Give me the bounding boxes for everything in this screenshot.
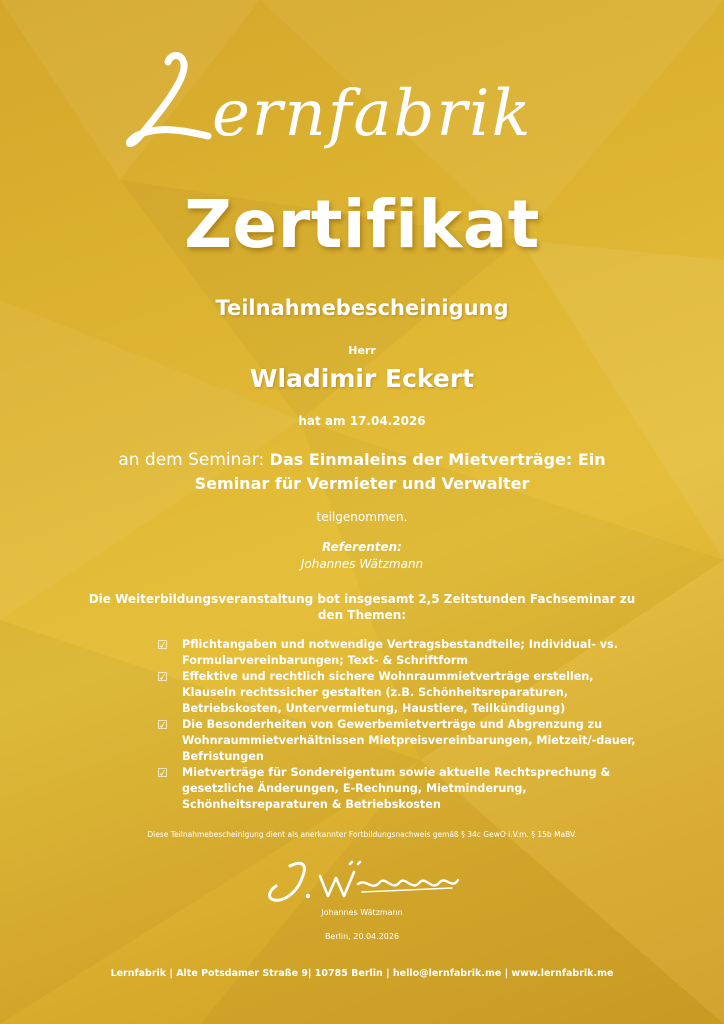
checkbox-icon: ☑ [157,638,168,652]
lernfabrik-logo [100,40,620,160]
signature-image [262,856,462,908]
footer-address: Lernfabrik | Alte Potsdamer Straße 9| 10785 Berlin | hello@lernfabrik.me | www.lernfabrik.me [110,968,614,979]
list-item [157,637,637,669]
seminar-name: Das Einmaleins der Mietverträge: Ein Seminar für Vermieter und Verwalter [194,450,606,493]
salutation: Herr [348,344,376,357]
list-item [157,669,637,717]
certificate-subtitle: Teilnahmebescheinigung [215,296,509,320]
seminar-prefix: an dem Seminar: [118,450,270,470]
topic-text: Die Besonderheiten von Gewerbemietverträge und Abgrenzung zu Wohnraummietverhältnissen Mietpreisvereinbarungen, Mietzeit/-dauer, Befristungen [182,718,636,763]
topics-list [157,637,637,813]
checkbox-icon: ☑ [157,718,168,732]
participation-date: hat am 17.04.2026 [298,414,426,428]
svg-text:ernfabrik: ernfabrik [212,77,533,151]
referent-name: Johannes Wätzmann [300,557,424,571]
topics-intro: Die Weiterbildungsveranstaltung bot insgesamt 2,5 Zeitstunden Fachseminar zu den Themen: [88,592,636,622]
checkbox-icon: ☑ [157,766,168,780]
topic-text: Pflichtangaben und notwendige Vertragsbestandteile; Individual- vs. Formularvereinbarungen; Text- & Schriftform [182,638,618,667]
list-item [157,765,637,813]
seminar-line [90,448,634,496]
participant-name: Wladimir Eckert [249,364,475,393]
list-item [157,717,637,765]
place-and-date: Berlin, 20.04.2026 [324,932,400,941]
topic-text: Effektive und rechtlich sichere Wohnraummietverträge erstellen, Klauseln rechtssicher gestalten (z.B. Schönheitsreparaturen, Betriebskosten, Untervermietung, Haustiere, Teilkündigung) [182,670,594,715]
referents-label: Referenten: [322,540,402,554]
certificate-title: Zertifikat [184,186,540,263]
checkbox-icon: ☑ [157,670,168,684]
topic-text: Mietverträge für Sondereigentum sowie aktuelle Rechtsprechung & gesetzliche Änderungen, E-Rechnung, Mietminderung, Schönheitsreparaturen & Betriebskosten [182,766,611,811]
legal-footnote: Diese Teilnahmebescheinigung dient als anerkannter Fortbildungsnachweis gemäß § 34c GewO i.V.m. § 15b MaBV. [147,830,577,839]
signature-name: Johannes Wätzmann [321,908,403,917]
participated-text: teilgenommen. [316,510,408,524]
